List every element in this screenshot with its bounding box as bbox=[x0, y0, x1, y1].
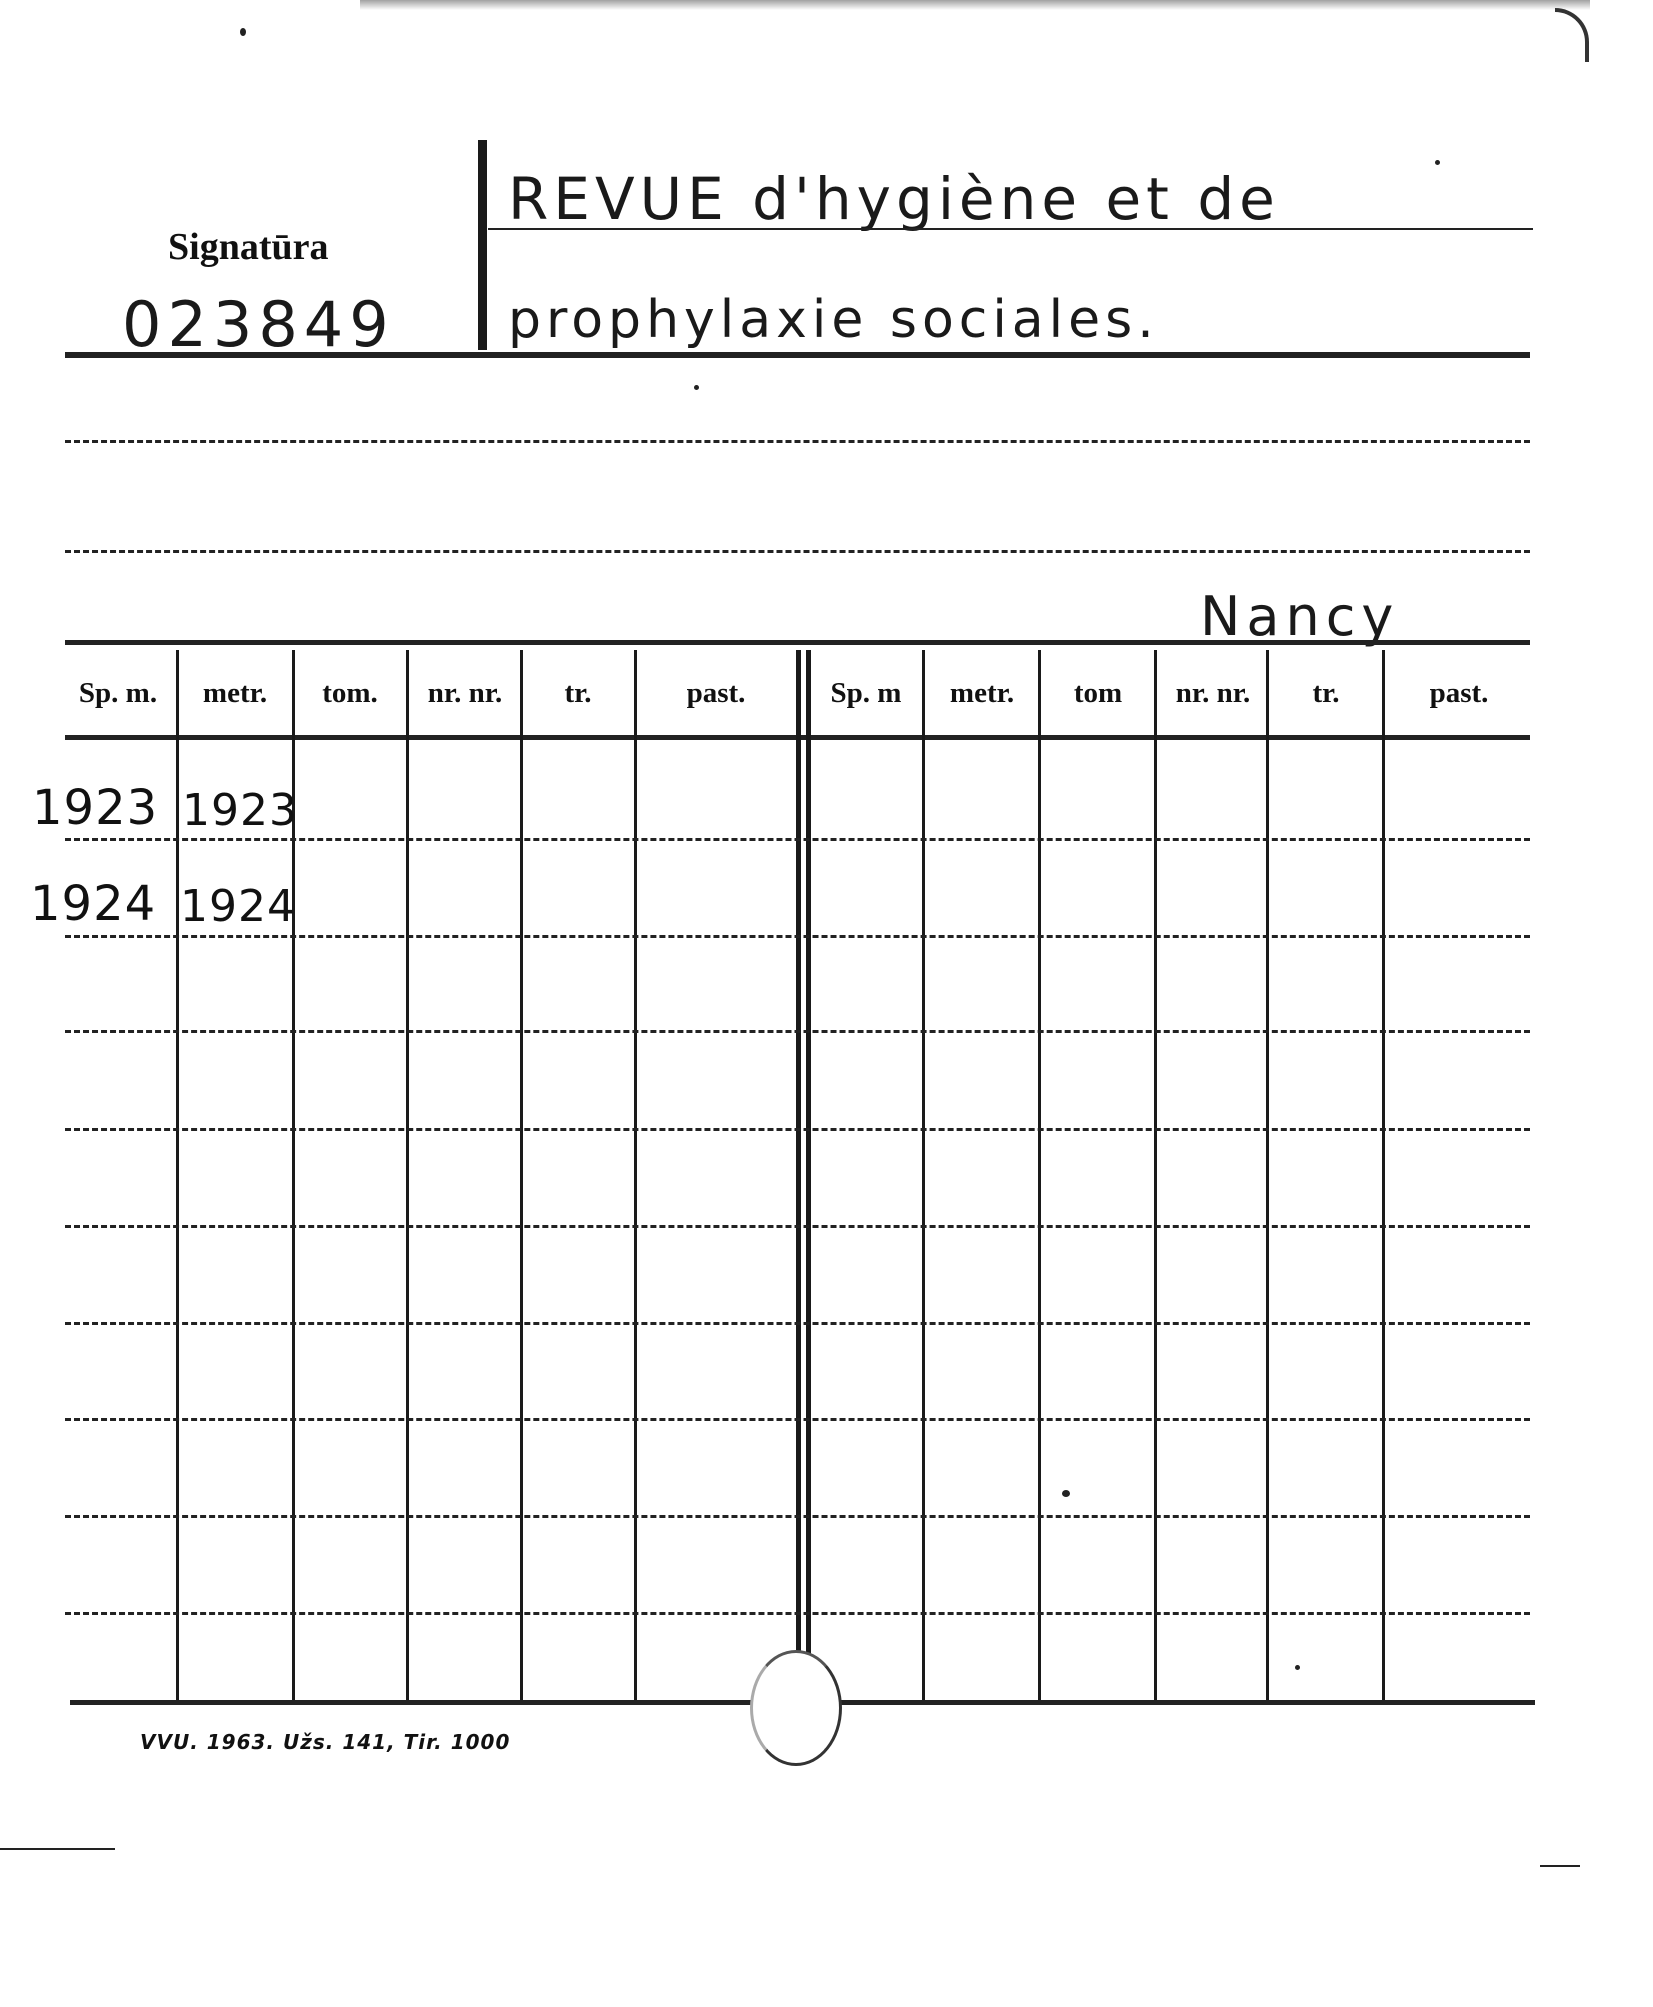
col-line bbox=[1266, 650, 1269, 1700]
row-rule bbox=[65, 1515, 1530, 1518]
header-tr-right: tr. bbox=[1312, 676, 1340, 709]
blank-line-1 bbox=[65, 440, 1530, 443]
row-rule bbox=[65, 1418, 1530, 1421]
center-divider bbox=[796, 650, 801, 1700]
header-past-right: past. bbox=[1429, 676, 1489, 709]
header-nr-nr-left: nr. nr. bbox=[427, 676, 503, 709]
header-nr-nr-right: nr. nr. bbox=[1175, 676, 1251, 709]
col-line bbox=[176, 650, 179, 1700]
signature-number: 023849 bbox=[122, 288, 395, 361]
col-line bbox=[634, 650, 637, 1700]
row-1924-sp-m: 1924 bbox=[30, 876, 157, 932]
col-line bbox=[520, 650, 523, 1700]
row-rule bbox=[65, 1322, 1530, 1325]
title-underline-1 bbox=[488, 228, 1533, 230]
row-1923-sp-m: 1923 bbox=[32, 780, 159, 836]
punch-hole bbox=[750, 1650, 842, 1766]
row-rule bbox=[65, 1128, 1530, 1131]
stray-mark bbox=[0, 1848, 115, 1850]
stray-mark bbox=[1540, 1865, 1580, 1867]
speck bbox=[1062, 1490, 1070, 1497]
header-metr-right: metr. bbox=[949, 676, 1015, 709]
col-line bbox=[406, 650, 409, 1700]
blank-line-2 bbox=[65, 550, 1530, 553]
row-1923-metr: 1923 bbox=[182, 785, 298, 836]
speck bbox=[240, 28, 246, 36]
row-1924-metr: 1924 bbox=[180, 881, 296, 932]
speck bbox=[1435, 160, 1440, 165]
title-divider bbox=[478, 140, 487, 350]
row-rule bbox=[65, 1612, 1530, 1615]
title-line-1: REVUE d'hygiène et de bbox=[508, 165, 1280, 233]
row-rule bbox=[65, 1225, 1530, 1228]
footer-print: VVU. 1963. Užs. 141, Tir. 1000 bbox=[140, 1730, 511, 1754]
row-rule bbox=[65, 1030, 1530, 1033]
signature-label: Signatūra bbox=[168, 226, 329, 268]
row-rule bbox=[65, 935, 1530, 938]
header-past-left: past. bbox=[686, 676, 746, 709]
title-line-2: prophylaxie sociales. bbox=[508, 290, 1159, 350]
header-tom-right: tom bbox=[1073, 676, 1123, 709]
table-top-rule bbox=[65, 640, 1530, 645]
header-sp-m-right: Sp. m bbox=[830, 676, 902, 709]
header-tr-left: tr. bbox=[564, 676, 592, 709]
col-line bbox=[922, 650, 925, 1700]
col-line bbox=[1038, 650, 1041, 1700]
header-sp-m-left: Sp. m. bbox=[78, 676, 158, 709]
col-line bbox=[1382, 650, 1385, 1700]
speck bbox=[694, 385, 699, 390]
center-divider bbox=[806, 650, 811, 1700]
header-rule bbox=[65, 352, 1530, 358]
row-rule bbox=[65, 838, 1530, 841]
col-line bbox=[1154, 650, 1157, 1700]
speck bbox=[1295, 1665, 1300, 1670]
top-edge-shadow bbox=[360, 0, 1590, 10]
place-note: Nancy bbox=[1200, 585, 1400, 648]
right-corner-shadow bbox=[1555, 8, 1589, 62]
header-metr-left: metr. bbox=[202, 676, 268, 709]
header-tom-left: tom. bbox=[322, 676, 378, 709]
